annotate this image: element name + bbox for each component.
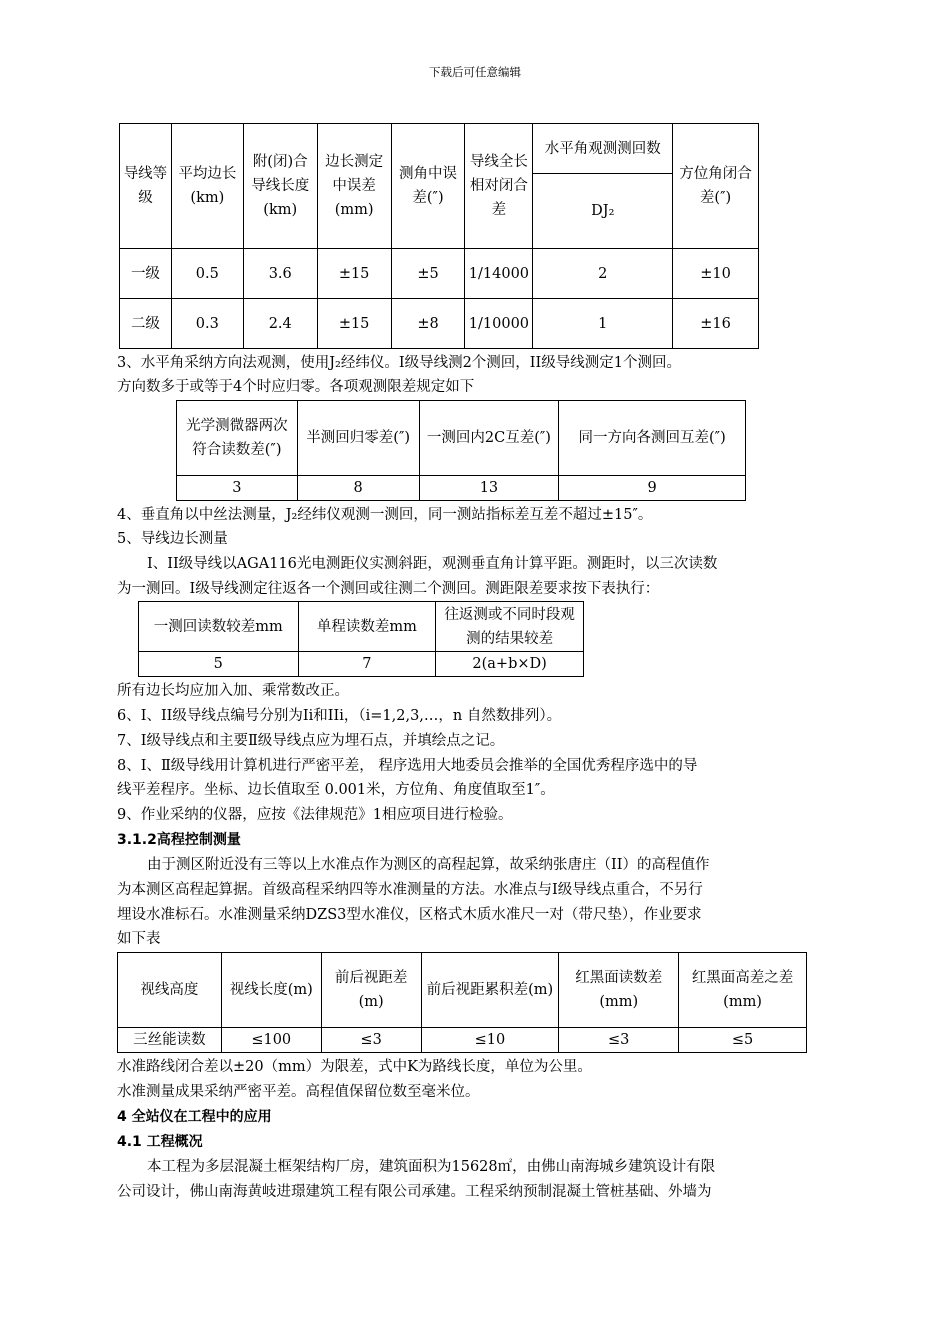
paragraph: 由于测区附近没有三等以上水准点作为测区的高程起算，故采纳张唐庄（II）的高程值作	[147, 857, 710, 873]
header-avg-side: 平均边长(km)	[171, 124, 243, 249]
table-cell: ≤10	[421, 1028, 559, 1053]
paragraph: 5、导线边长测量	[117, 531, 228, 547]
table-cell: 7	[298, 652, 436, 677]
table-row	[139, 652, 584, 677]
table-cell: ≤3	[321, 1028, 421, 1053]
paragraph: 4、垂直角以中丝法测量，J₂经纬仪观测一测回，同一测站指标差互差不超过±15″。	[117, 507, 653, 523]
table-cell: ±15	[317, 299, 391, 349]
header-rounds: 水平角观测测回数	[533, 124, 673, 174]
table-header-cell: 一测回内2C互差(″)	[419, 401, 559, 476]
table-cell: 3.6	[243, 249, 317, 299]
header-azimuth-closure: 方位角闭合差(″)	[673, 124, 759, 249]
table-header-cell: 视线高度	[118, 953, 222, 1028]
header-relative-closure: 导线全长相对闭合差	[465, 124, 533, 249]
table-header-cell: 光学测微器两次符合读数差(″)	[177, 401, 298, 476]
table-cell: ±5	[391, 249, 465, 299]
section-heading-4: 4 全站仪在工程中的应用	[117, 1109, 272, 1125]
table-cell: ±8	[391, 299, 465, 349]
table-cell: 1/14000	[465, 249, 533, 299]
table-header-cell: 单程读数差mm	[298, 602, 436, 652]
table-cell: 三丝能读数	[118, 1028, 222, 1053]
table-row	[120, 249, 759, 299]
table-cell: ≤100	[221, 1028, 321, 1053]
table-header-cell: 前后视距差(m)	[321, 953, 421, 1028]
table-cell: ≤3	[559, 1028, 679, 1053]
table-cell: ±16	[673, 299, 759, 349]
table-cell: 0.3	[171, 299, 243, 349]
table-header-cell: 红黑面读数差(mm)	[559, 953, 679, 1028]
paragraph: 9、作业采纳的仪器，应按《法律规范》1相应项目进行检验。	[117, 807, 513, 823]
table-cell: 9	[559, 476, 746, 501]
table-cell: ≤5	[679, 1028, 807, 1053]
paragraph: 如下表	[117, 931, 161, 947]
header-dj2: DJ₂	[533, 174, 673, 249]
paragraph: 为一测回。I级导线测定往返各一个测回或往测二个测回。测距限差要求按下表执行：	[117, 581, 660, 597]
table-header-cell: 视线长度(m)	[221, 953, 321, 1028]
page-header: 下载后可任意编辑	[429, 65, 521, 79]
table-cell: 13	[419, 476, 559, 501]
table-header-cell: 前后视距累积差(m)	[421, 953, 559, 1028]
header-traverse-length: 附(闭)合导线长度(km)	[243, 124, 317, 249]
table-cell: 二级	[120, 299, 172, 349]
paragraph: 本工程为多层混凝土框架结构厂房，建筑面积为15628㎡，由佛山南海城乡建筑设计有限	[147, 1159, 716, 1175]
paragraph: I、II级导线以AGA116光电测距仪实测斜距，观测垂直角计算平距。测距时，以三次读数	[147, 556, 718, 572]
header-grade: 导线等级	[120, 124, 172, 249]
leveling-spec-table	[117, 952, 807, 1053]
table-cell: 1/10000	[465, 299, 533, 349]
paragraph: 埋设水准标石。水准测量采纳DZS3型水准仪，区格式木质水准尺一对（带尺垫），作业要求	[117, 907, 702, 923]
table-cell: 8	[297, 476, 419, 501]
paragraph: 7、Ⅰ级导线点和主要Ⅱ级导线点应为埋石点，并填绘点之记。	[117, 733, 505, 749]
paragraph: 水准测量成果采纳严密平差。高程值保留位数至毫米位。	[117, 1084, 480, 1100]
distance-tolerance-table	[138, 601, 584, 677]
paragraph: 方向数多于或等于4个时应归零。各项观测限差规定如下	[117, 379, 475, 395]
table-cell: ±10	[673, 249, 759, 299]
table-cell: 2(a+b×D)	[436, 652, 584, 677]
table-cell: 2.4	[243, 299, 317, 349]
traverse-spec-table	[119, 123, 759, 349]
paragraph: 8、Ⅰ、Ⅱ级导线用计算机进行严密平差， 程序选用大地委员会推举的全国优秀程序选中的导	[117, 758, 698, 774]
paragraph: 公司设计，佛山南海黄岐进璟建筑工程有限公司承建。工程采纳预制混凝土管桩基础、外墙为	[117, 1184, 712, 1200]
paragraph: 水准路线闭合差以±20（mm）为限差，式中K为路线长度，单位为公里。	[117, 1059, 592, 1075]
table-cell: 0.5	[171, 249, 243, 299]
angle-tolerance-table	[176, 400, 746, 501]
table-cell: 1	[533, 299, 673, 349]
table-cell: 3	[177, 476, 298, 501]
table-cell: 一级	[120, 249, 172, 299]
table-header-cell: 一测回读数较差mm	[139, 602, 299, 652]
paragraph: 6、Ⅰ、II级导线点编号分别为Ii和IIi，（i=1,2,3,…，n 自然数排列）。	[117, 708, 562, 724]
paragraph: 所有边长均应加入加、乘常数改正。	[117, 683, 349, 699]
header-angle-error: 测角中误差(″)	[391, 124, 465, 249]
section-heading-3-1-2: 3.1.2高程控制测量	[117, 832, 241, 848]
table-cell: 2	[533, 249, 673, 299]
table-header-cell: 同一方向各测回互差(″)	[559, 401, 746, 476]
paragraph: 为本测区高程起算据。首级高程采纳四等水准测量的方法。水准点与Ⅰ级导线点重合，不另行	[117, 882, 703, 898]
table-cell: ±15	[317, 249, 391, 299]
table-cell: 5	[139, 652, 299, 677]
table-header-cell: 往返测或不同时段观测的结果较差	[436, 602, 584, 652]
table-row	[118, 1028, 807, 1053]
table-row	[177, 476, 746, 501]
header-side-error: 边长测定中误差(mm)	[317, 124, 391, 249]
paragraph: 线平差程序。坐标、边长值取至 0.001米，方位角、角度值取至1″。	[117, 782, 555, 798]
paragraph: 3、水平角采纳方向法观测，使用J₂经纬仪。I级导线测2个测回，II级导线测定1个测回。	[117, 355, 681, 371]
section-heading-4-1: 4.1 工程概况	[117, 1134, 203, 1150]
table-header-cell: 半测回归零差(″)	[297, 401, 419, 476]
table-header-cell: 红黑面高差之差(mm)	[679, 953, 807, 1028]
table-row	[120, 299, 759, 349]
